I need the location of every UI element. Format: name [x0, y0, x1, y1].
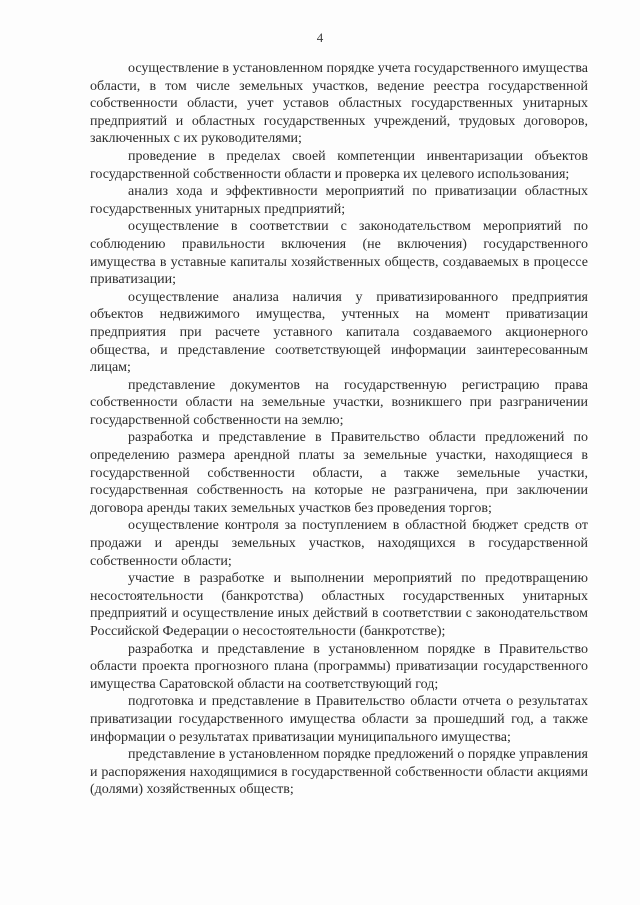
paragraph-budget-control: осуществление контроля за поступлением в областной бюджет средств от продажи и аренды земельных участков, находящихся в государственной собственности области;	[90, 518, 588, 569]
paragraph-shares-management: представление в установленном порядке предложений о порядке управления и распоряжения находящимися в государственной собственности области акциями (долями) хозяйственных обществ;	[90, 747, 588, 798]
paragraph-privatization-report: подготовка и представление в Правительство области отчета о результатах приватизации государственного имущества области за прошедший год, а также информации о результатах приватизации муниципального имущества;	[90, 694, 588, 745]
paragraph-real-estate-analysis: осуществление анализа наличия у приватизированного предприятия объектов недвижимого имущества, учтенных на момент приватизации предприятия при расчете уставного капитала создаваемого акционерного общества, и представление соответствующей информации заинтересованным лицам;	[90, 289, 588, 376]
paragraph-land-registration: представление документов на государственную регистрацию права собственности области на земельные участки, возникшего при разграничении государственной собственности на землю;	[90, 377, 588, 428]
paragraph-privatization-analysis: анализ хода и эффективности мероприятий по приватизации областных государственных унитарных предприятий;	[90, 184, 588, 217]
paragraph-inventory: проведение в пределах своей компетенции инвентаризации объектов государственной собственности области и проверка их целевого использования;	[90, 148, 588, 182]
page-number: 4	[316, 30, 324, 45]
document-body	[90, 60, 588, 799]
paragraph-registry-accounting: осуществление в установленном порядке учета государственного имущества области, в том числе земельных участков, ведение реестра государственной собственности области, учет уставов областных государственных унитарных предприятий и областных государственных учреждений, трудовых договоров, заключенных с их руководителями;	[90, 61, 588, 147]
paragraph-charter-capital-compliance: осуществление в соответствии с законодательством мероприятий по соблюдению правильности включения (не включения) государственного имущества в уставные капиталы хозяйственных обществ, создаваемых в процессе приватизации;	[90, 219, 588, 288]
paragraph-rent-proposals: разработка и представление в Правительство области предложений по определению размера арендной платы за земельные участки, находящиеся в государственной собственности области, а также земельные участки, государственная собственность на которые не разграничена, при заключении договора аренды таких земельных участков без проведения торгов;	[90, 430, 588, 516]
paragraph-privatization-plan: разработка и представление в установленном порядке в Правительство области проекта прогнозного плана (программы) приватизации государственного имущества Саратовской области на соответствующий год;	[90, 641, 588, 692]
paragraph-bankruptcy-prevention: участие в разработке и выполнении мероприятий по предотвращению несостоятельности (банкротства) областных государственных унитарных предприятий и осуществление иных действий в соответствии с законодательством Российской Федерации о несостоятельности (банкротстве);	[90, 571, 588, 639]
